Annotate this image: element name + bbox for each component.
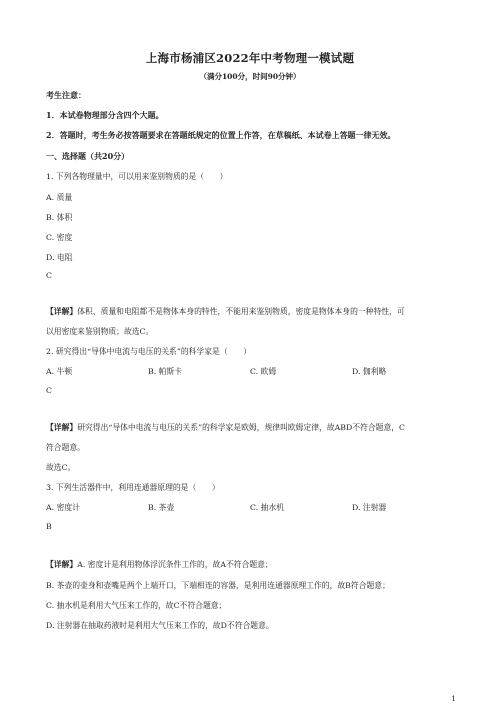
question-2-analysis-line-3: 故选C。 (46, 463, 76, 472)
question-1-option-b: B. 体积 (46, 213, 73, 222)
question-1-answer: C (46, 271, 52, 280)
question-2-stem: 2. 研究得出“导体中电流与电压的关系”的科学家是（ ） (46, 347, 252, 356)
analysis-text: 体积、质量和电阻都不是物体本身的特性，不能用来鉴别物质，密度是物体本身的一种特性，可 (77, 307, 405, 316)
question-3-analysis-line-1 (46, 559, 273, 570)
analysis-tag: 【详解】 (46, 307, 78, 316)
question-1-analysis-line-2: 以用密度来鉴别物质；故选C。 (46, 327, 154, 336)
notice-item-1: 1．本试卷物理部分含四个大题。 (46, 110, 164, 120)
question-1-option-d: D. 电阻 (46, 253, 73, 262)
question-1-stem: 1. 下列各物理量中，可以用来鉴别物质的是（ ） (46, 172, 228, 181)
question-2-option-c: C. 欧姆 (250, 367, 277, 376)
analysis-text: 研究得出“导体中电流与电压的关系”的科学家是欧姆，规律叫欧姆定律，故ABD不符合题意，C (77, 423, 406, 432)
question-1-option-c: C. 密度 (46, 233, 73, 242)
question-1-analysis-line-1 (46, 306, 405, 317)
question-3-analysis-line-3: C. 抽水机是利用大气压来工作的，故C不符合题意； (46, 601, 227, 610)
question-2-analysis-line-1 (46, 422, 405, 433)
analysis-tag: 【详解】 (46, 423, 78, 432)
question-3-option-a: A. 密度计 (46, 503, 80, 512)
question-1-option-a: A. 质量 (46, 193, 73, 202)
page-subtitle: （满分100分，时间90分钟） (199, 72, 301, 81)
question-3-stem: 3. 下列生活器件中，利用连通器原理的是（ ） (46, 483, 220, 492)
page-title: 上海市杨浦区2022年中考物理一模试题 (145, 51, 355, 65)
analysis-tag: 【详解】 (46, 560, 78, 569)
question-3-analysis-line-2: B. 茶壶的壶身和壶嘴是两个上端开口，下端相连的容器，是利用连通器原理工作的，故B符合题意； (46, 581, 390, 590)
page-number: 1 (451, 694, 456, 703)
question-3-option-c: C. 抽水机 (250, 503, 285, 512)
question-3-option-b: B. 茶壶 (148, 503, 175, 512)
question-2-option-d: D. 伽利略 (352, 367, 387, 376)
notice-item-2: 2．答题时，考生务必按答题要求在答题纸规定的位置上作答，在草稿纸、本试卷上答题一律无效。 (46, 130, 396, 140)
section-heading: 一、选择题（共20分） (46, 151, 130, 161)
analysis-text: A. 密度计是利用物体浮沉条件工作的，故A不符合题意； (77, 560, 273, 569)
question-2-option-a: A. 牛顿 (46, 367, 73, 376)
question-2-option-b: B. 帕斯卡 (148, 367, 183, 376)
question-3-analysis-line-4: D. 注射器在抽取药液时是利用大气压来工作的，故D不符合题意。 (46, 621, 274, 630)
question-3-answer: B (46, 522, 52, 531)
question-3-option-d: D. 注射器 (352, 503, 387, 512)
question-2-answer: C (46, 386, 52, 395)
question-2-analysis-line-2: 符合题意。 (46, 443, 85, 452)
notice-heading: 考生注意： (46, 90, 86, 100)
